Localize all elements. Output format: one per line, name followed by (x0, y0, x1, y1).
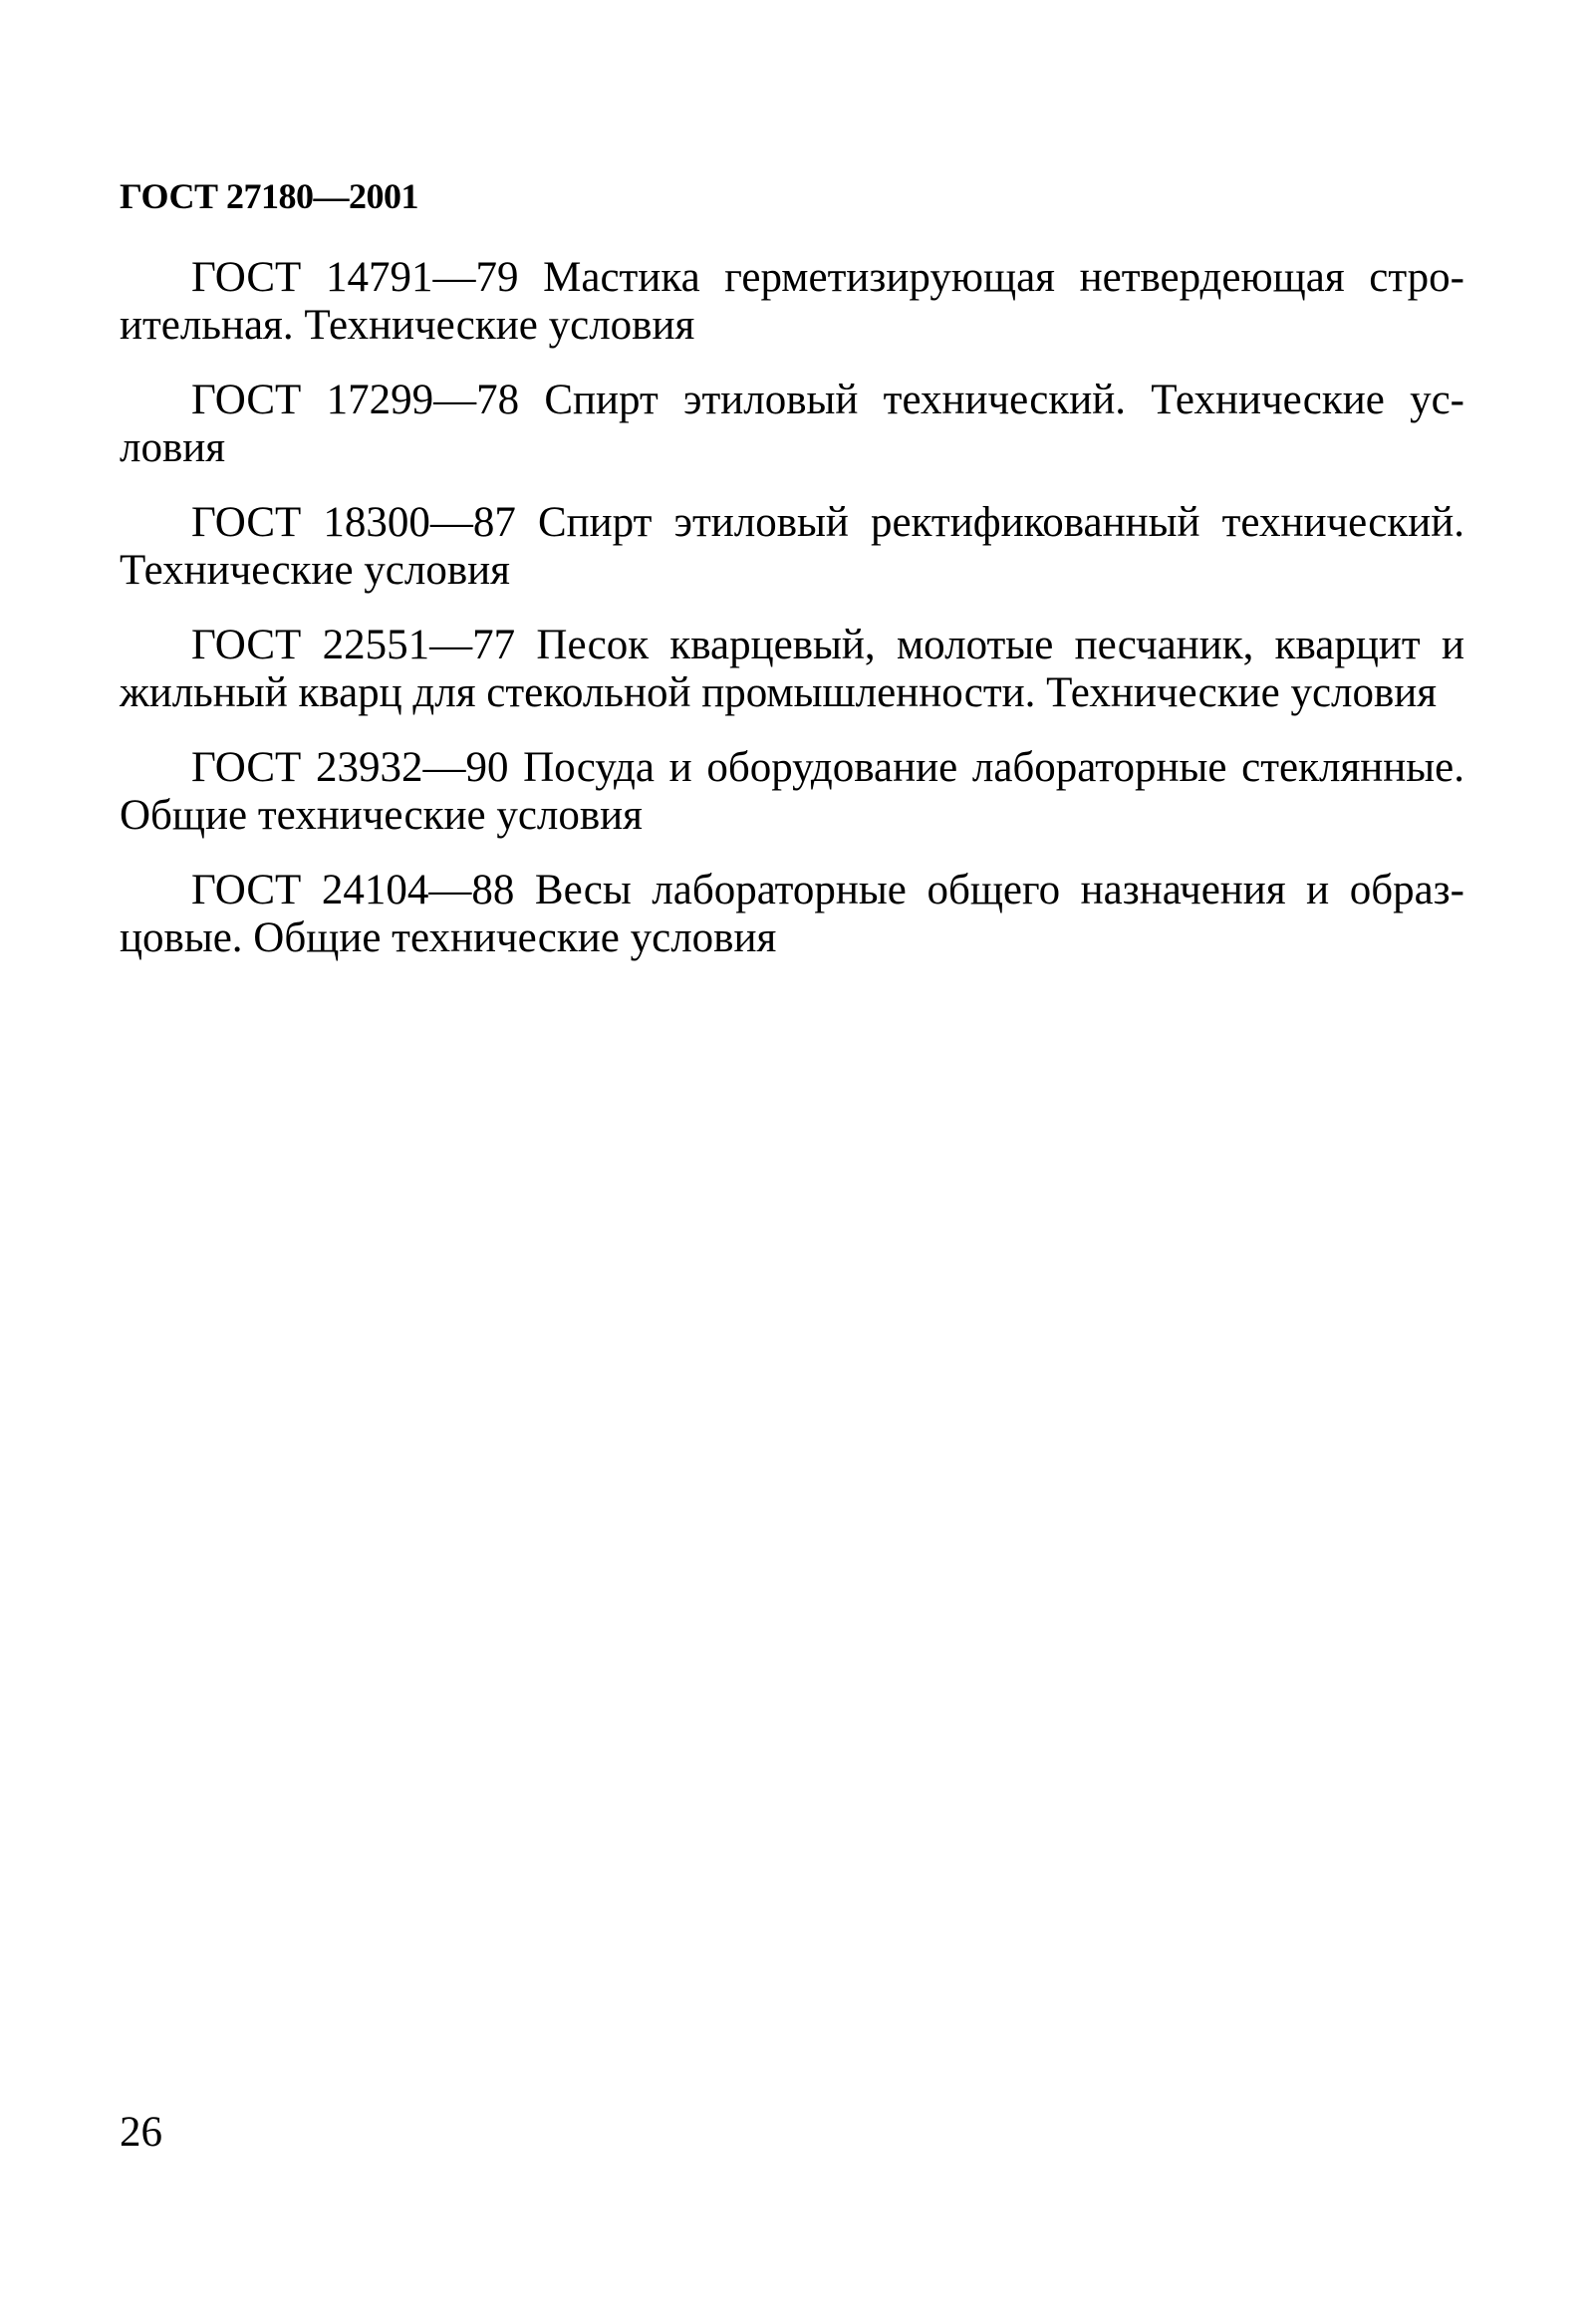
reference-list (120, 254, 1464, 989)
reference-item: ГОСТ 14791—79 Мастика герметизирующая нетвердеющая строительная. Технические условия (120, 254, 1464, 349)
reference-item: ГОСТ 17299—78 Спирт этиловый технический. Технические условия (120, 377, 1464, 471)
reference-item: ГОСТ 18300—87 Спирт этиловый ректификованный технический. Технические условия (120, 499, 1464, 594)
document-header: ГОСТ 27180—2001 (120, 176, 418, 216)
page-number: 26 (120, 2109, 162, 2156)
reference-item: ГОСТ 23932—90 Посуда и оборудование лабораторные стеклянные. Общие технические условия (120, 744, 1464, 839)
reference-item: ГОСТ 24104—88 Весы лабораторные общего назначения и образцовые. Общие технические условия (120, 867, 1464, 961)
reference-item: ГОСТ 22551—77 Песок кварцевый, молотые песчаник, кварцит и жильный кварц для стекольной промышленности. Технические условия (120, 622, 1464, 716)
